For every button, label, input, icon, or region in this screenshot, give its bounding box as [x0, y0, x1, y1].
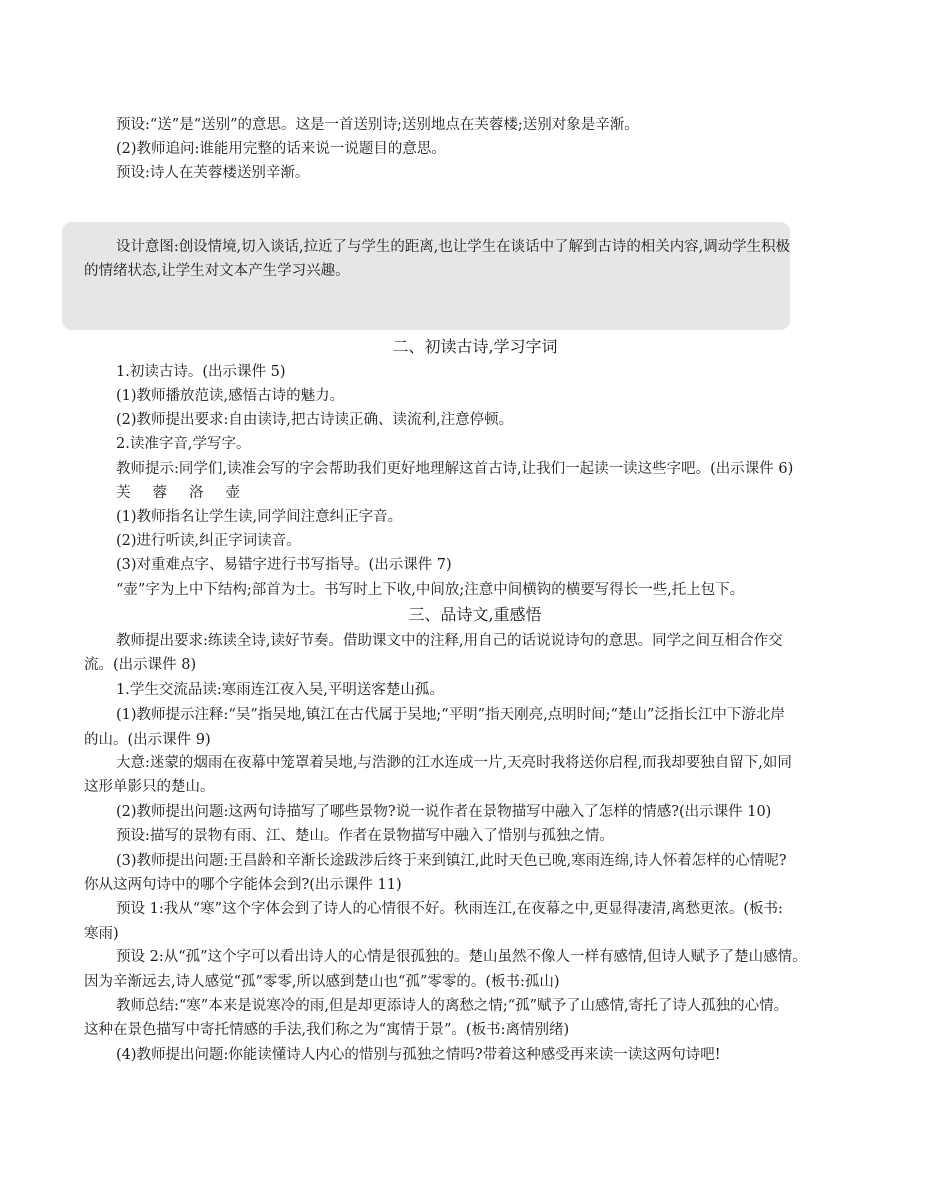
character-2: 蓉	[152, 485, 167, 501]
s3-p2: 1.学生交流品读:寒雨连江夜入吴,平明送客楚山孤。	[116, 682, 444, 698]
s3-p8-line-1: 预设 1:我从“寒”这个字体会到了诗人的心情很不好。秋雨连江,在夜幕之中,更显得凄清,离愁更浓。(板书:	[116, 901, 783, 917]
s2-line-8: (3)对重难点字、易错字进行书写指导。(出示课件 7)	[116, 557, 452, 573]
s2-line-4: 2.读准字音,学写字。	[116, 436, 251, 452]
character-1: 芙	[116, 485, 131, 501]
s3-p1-line-2: 流。(出示课件 8)	[84, 657, 197, 673]
s3-p4-line-1: 大意:迷蒙的烟雨在夜幕中笼罩着吴地,与浩渺的江水连成一片,天亮时我将送你启程,而我却要独自留下,如同	[116, 755, 792, 771]
s2-line-6: (1)教师指名让学生读,同学间注意纠正字音。	[116, 509, 403, 525]
s3-p11: (4)教师提出问题:你能读懂诗人内心的惜别与孤独之情吗?带着这种感受再来读一读这两句诗吧!	[116, 1047, 721, 1063]
s3-p3-line-1: (1)教师提示注释:“吴”指吴地,镇江在古代属于吴地;“平明”指天刚亮,点明时间;“楚山”泛指长江中下游北岸	[116, 707, 785, 723]
section-3-heading: 三、品诗文,重感悟	[408, 605, 542, 624]
design-line-1: 设计意图:创设情境,切入谈话,拉近了与学生的距离,也让学生在谈话中了解到古诗的相关内容,调动学生积极	[116, 239, 791, 255]
design-intent-box	[62, 222, 790, 330]
new-characters-row	[116, 482, 262, 504]
section-2-heading: 二、初读古诗,学习字词	[392, 337, 558, 356]
s3-p3-line-2: 的山。(出示课件 9)	[84, 732, 211, 748]
s3-p5: (2)教师提出问题:这两句诗描写了哪些景物?说一说作者在景物描写中融入了怎样的情感?(出示课件 10)	[116, 804, 772, 820]
s3-p7-line-1: (3)教师提出问题:王昌龄和辛渐长途跋涉后终于来到镇江,此时天色已晚,寒雨连绵,诗人怀着怎样的心情呢?	[116, 853, 787, 869]
intro-line-2: (2)教师追问:谁能用完整的话来说一说题目的意思。	[116, 141, 446, 157]
character-3: 洛	[189, 485, 204, 501]
s3-p10-line-2: 这种在景色描写中寄托情感的手法,我们称之为“寓情于景”。(板书:离情别绪)	[84, 1022, 570, 1038]
s3-p7-line-2: 你从这两句诗中的哪个字能体会到?(出示课件 11)	[84, 877, 402, 893]
s3-p8-line-2: 寒雨)	[84, 926, 119, 942]
s3-p9-line-2: 因为辛渐远去,诗人感觉“孤”零零,所以感到楚山也“孤”零零的。(板书:孤山)	[84, 974, 560, 990]
design-line-2: 的情绪状态,让学生对文本产生学习兴趣。	[84, 263, 350, 279]
intro-line-3: 预设:诗人在芙蓉楼送别辛渐。	[116, 165, 310, 181]
s3-p9-line-1: 预设 2:从“孤”这个字可以看出诗人的心情是很孤独的。楚山虽然不像人一样有感情,但诗人赋予了楚山感情。	[116, 949, 807, 965]
s2-line-3: (2)教师提出要求:自由读诗,把古诗读正确、读流利,注意停顿。	[116, 412, 514, 428]
s3-p10-line-1: 教师总结:“寒”本来是说寒冷的雨,但是却更添诗人的离愁之情;“孤”赋予了山感情,寄托了诗人孤独的心情。	[116, 998, 789, 1014]
s2-line-2: (1)教师播放范读,感悟古诗的魅力。	[116, 388, 345, 404]
s2-line-5: 教师提示:同学们,读准会写的字会帮助我们更好地理解这首古诗,让我们一起读一读这些字吧。(出示课件 6)	[116, 461, 794, 477]
s3-p1-line-1: 教师提出要求:练读全诗,读好节奏。借助课文中的注释,用自己的话说说诗句的意思。同学之间互相合作交	[116, 633, 783, 649]
s2-line-9: “壶”字为上中下结构;部首为士。书写时上下收,中间放;注意中间横钩的横要写得长一些,托上包下。	[116, 582, 745, 598]
s3-p4-line-2: 这形单影只的楚山。	[84, 779, 215, 795]
s3-p6: 预设:描写的景物有雨、江、楚山。作者在景物描写中融入了惜别与孤独之情。	[116, 828, 614, 844]
intro-line-1: 预设:“送”是“送别”的意思。这是一首送别诗;送别地点在芙蓉楼;送别对象是辛渐。	[116, 117, 639, 133]
s2-line-7: (2)进行听读,纠正字词读音。	[116, 533, 301, 549]
character-4: 壶	[225, 485, 240, 501]
s2-line-1: 1.初读古诗。(出示课件 5)	[116, 364, 286, 380]
